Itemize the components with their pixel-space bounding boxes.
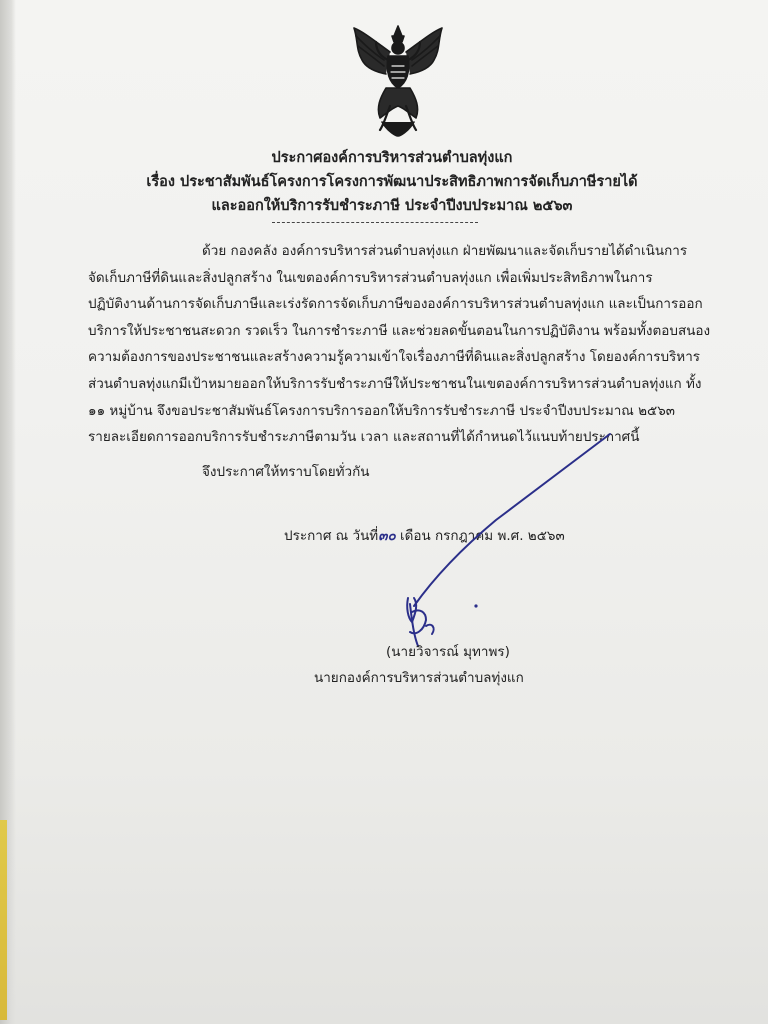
signer-name: (นายวิจารณ์ มุทาพร)	[386, 644, 510, 660]
body-line: จัดเก็บภาษีที่ดินและสิ่งปลูกสร้าง ในเขตองค์การบริหารส่วนตำบลทุ่งแก เพื่อเพิ่มประสิทธิภาพในการ	[88, 269, 653, 286]
body-line: ๑๑ หมู่บ้าน จึงขอประชาสัมพันธ์โครงการบริการออกให้บริการรับชำระภาษี ประจำปีงบประมาณ ๒๕๖๓	[88, 402, 676, 419]
yellow-edge-mark	[0, 820, 7, 1020]
body-line: ส่วนตำบลทุ่งแกมีเป้าหมายออกให้บริการรับชำระภาษีให้ประชาชนในเขตองค์การบริหารส่วนตำบลทุ่งแก ทั้ง	[88, 375, 702, 392]
body-line: ปฏิบัติงานด้านการจัดเก็บภาษีและเร่งรัดการจัดเก็บภาษีขององค์การบริหารส่วนตำบลทุ่งแก และเป็นการออก	[88, 296, 703, 313]
header-title: ประกาศองค์การบริหารส่วนตำบลทุ่งแก	[271, 150, 513, 166]
garuda-emblem-icon	[346, 22, 450, 138]
body-line: บริการให้ประชาชนสะดวก รวดเร็ว ในการชำระภาษี และช่วยลดขั้นตอนในการปฏิบัติงาน พร้อมทั้งตอบสนอง	[88, 322, 711, 339]
announcement-body	[88, 238, 711, 451]
header-divider	[272, 222, 478, 223]
date-month-year: เดือน กรกฎาคม พ.ศ. ๒๕๖๓	[395, 528, 565, 544]
header-fiscal-year: และออกให้บริการรับชำระภาษี ประจำปีงบประมาณ ๒๕๖๓	[211, 198, 573, 214]
announcement-date	[284, 524, 565, 546]
body-line: ความต้องการของประชาชนและสร้างความรู้ความเข้าใจเรื่องภาษีที่ดินและสิ่งปลูกสร้าง โดยองค์การบริหาร	[88, 349, 701, 366]
closing-statement: จึงประกาศให้ทราบโดยทั่วกัน	[202, 464, 370, 480]
header-subject: เรื่อง ประชาสัมพันธ์โครงการโครงการพัฒนาประสิทธิภาพการจัดเก็บภาษีรายได้	[146, 174, 638, 190]
body-line: รายละเอียดการออกบริการรับชำระภาษีตามวัน เวลา และสถานที่ได้กำหนดไว้แนบท้ายประกาศนี้	[88, 429, 640, 446]
announcement-page	[16, 0, 768, 1024]
announcement-header	[16, 146, 768, 218]
signer-title: นายกองค์การบริหารส่วนตำบลทุ่งแก	[314, 670, 524, 686]
date-prefix: ประกาศ ณ วันที่	[284, 528, 379, 544]
date-day-handwritten: ๓๐	[378, 528, 396, 544]
body-line: ด้วย กองคลัง องค์การบริหารส่วนตำบลทุ่งแก ฝ่ายพัฒนาและจัดเก็บรายได้ดำเนินการ	[202, 243, 688, 259]
